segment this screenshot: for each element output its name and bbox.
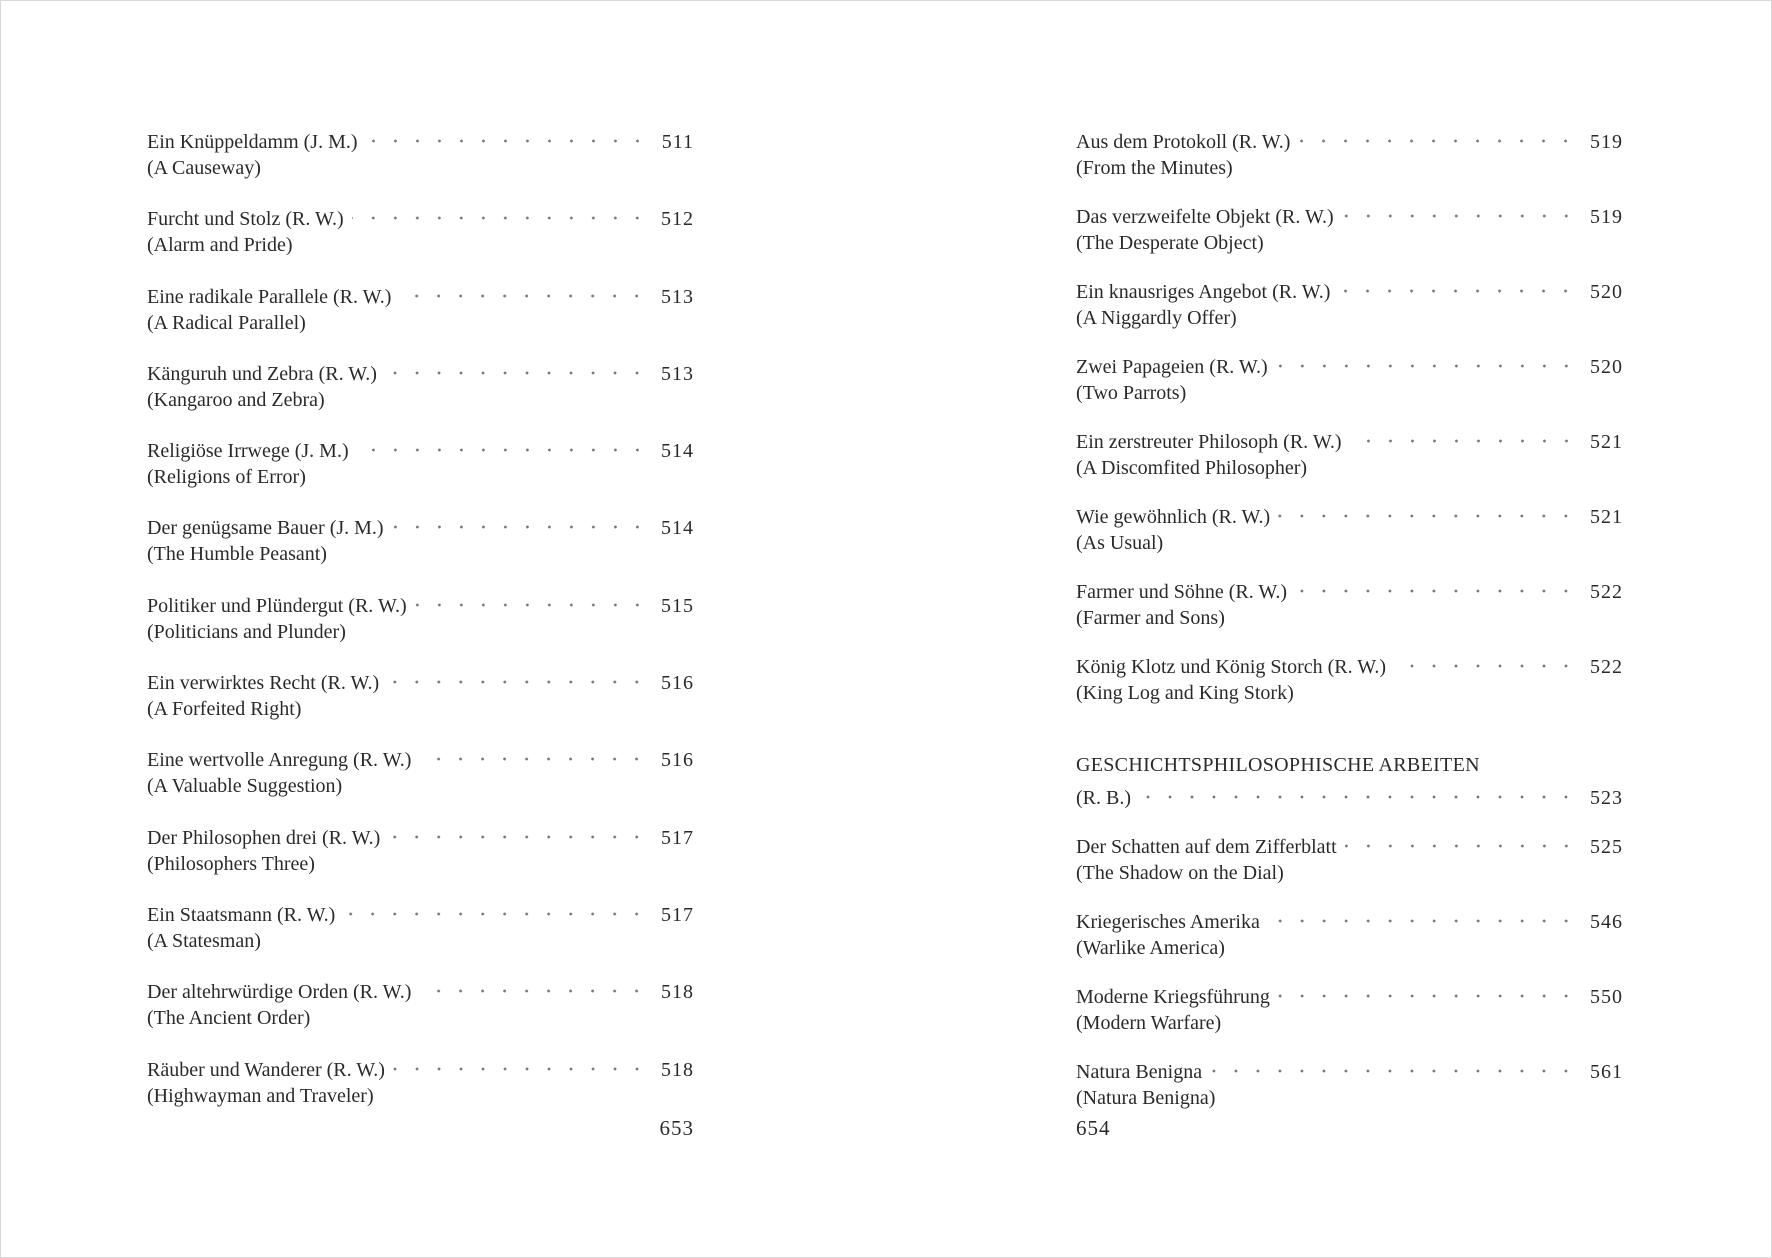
toc-entry-page-number: 521 (1590, 431, 1623, 453)
toc-entry-title: Ein Staatsmann (R. W.) (147, 903, 336, 926)
dot-leader (343, 895, 650, 921)
toc-entry-subtitle: (A Valuable Suggestion) (147, 775, 343, 798)
toc-entry-page-number: 512 (661, 208, 694, 231)
toc-entry-page-number: 517 (661, 903, 694, 926)
toc-entry-title-line (1076, 572, 1623, 605)
toc-entry-subtitle: (Warlike America) (1076, 937, 1225, 959)
toc-entry-title: Aus dem Protokoll (R. W.) (1076, 131, 1291, 153)
dot-leader (1210, 1052, 1579, 1078)
toc-entry (1076, 1052, 1623, 1127)
dot-leader (419, 740, 650, 766)
toc-entry-title-line (1076, 272, 1623, 305)
toc-entry-title: Der genügsame Bauer (J. M.) (147, 517, 384, 540)
toc-entry-title-line (147, 818, 694, 851)
toc-entry-title-line (1076, 827, 1623, 860)
toc-entry (1076, 347, 1623, 422)
toc-entry-subtitle: (Philosophers Three) (147, 852, 315, 875)
toc-entry-subtitle: (Two Parrots) (1076, 382, 1187, 404)
toc-entry-title-line (1076, 497, 1623, 530)
toc-entry-title-line (147, 431, 694, 464)
dot-leader (419, 972, 650, 998)
toc-entry-title: Der Schatten auf dem Zifferblatt (1076, 836, 1337, 858)
toc-entry (147, 354, 694, 431)
section-author: (R. B.) (1076, 787, 1131, 809)
toc-entry (1076, 572, 1623, 647)
toc-entry (147, 199, 694, 276)
toc-entry-page-number: 522 (1590, 581, 1623, 603)
toc-entry-page-number: 516 (661, 749, 694, 772)
toc-entry-page-number: 514 (661, 517, 694, 540)
left-page-toc (147, 122, 694, 1127)
toc-entry-subtitle: (Kangaroo and Zebra) (147, 388, 325, 411)
toc-entry-title: Eine radikale Parallele (R. W.) (147, 285, 392, 308)
right-page-toc (1076, 122, 1623, 1127)
toc-entry-title: Ein knausriges Angebot (R. W.) (1076, 281, 1331, 303)
dot-leader (1276, 347, 1579, 373)
toc-entry-page-number: 518 (661, 1058, 694, 1081)
toc-entry-title: Politiker und Plündergut (R. W.) (147, 594, 407, 617)
toc-entry-title-line (1076, 347, 1623, 380)
dot-leader (385, 354, 650, 380)
toc-entry-page-number: 525 (1590, 836, 1623, 858)
toc-entry-page-number: 513 (661, 362, 694, 385)
toc-entry-subtitle: (The Ancient Order) (147, 1007, 311, 1030)
dot-leader (1350, 422, 1579, 448)
toc-entry (147, 431, 694, 508)
toc-entry-subtitle: (A Causeway) (147, 157, 261, 179)
section-page-number: 523 (1590, 787, 1623, 809)
dot-leader (415, 586, 650, 612)
toc-entry (1076, 197, 1623, 272)
toc-entry-page-number: 518 (661, 981, 694, 1004)
toc-entry-title-line (147, 1050, 694, 1083)
toc-entry-subtitle: (A Discomfited Philosopher) (1076, 457, 1308, 479)
dot-leader (366, 122, 650, 148)
dot-leader (1338, 272, 1579, 298)
toc-entry-subtitle: (Natura Benigna) (1076, 1087, 1216, 1109)
toc-entry-title: Das verzweifelte Objekt (R. W.) (1076, 206, 1334, 228)
dot-leader (388, 818, 650, 844)
toc-entry-title: König Klotz und König Storch (R. W.) (1076, 656, 1386, 678)
toc-entry (147, 122, 694, 199)
toc-entry (147, 1050, 694, 1127)
dot-leader (1298, 122, 1579, 148)
toc-entry-page-number: 516 (661, 672, 694, 695)
toc-entry-subtitle: (A Niggardly Offer) (1076, 307, 1237, 329)
toc-entry-title: Ein verwirktes Recht (R. W.) (147, 672, 380, 695)
toc-entry-title-line (147, 508, 694, 541)
dot-leader (1268, 902, 1579, 928)
dot-leader (1345, 827, 1579, 853)
dot-leader (1278, 497, 1579, 523)
dot-leader (1278, 977, 1579, 1003)
dot-leader (387, 663, 650, 689)
toc-entry (147, 663, 694, 740)
toc-entry-page-number: 550 (1590, 986, 1623, 1008)
toc-entry-page-number: 519 (1590, 206, 1623, 228)
dot-leader (1295, 572, 1579, 598)
toc-entry-title-line (1076, 902, 1623, 935)
toc-entry-subtitle: (Highwayman and Traveler) (147, 1084, 374, 1107)
toc-entry-title-line (147, 354, 694, 387)
toc-entry-subtitle: (As Usual) (1076, 532, 1164, 554)
toc-entry (1076, 902, 1623, 977)
toc-entry (1076, 422, 1623, 497)
toc-entry-title: Farmer und Söhne (R. W.) (1076, 581, 1288, 603)
toc-entry (1076, 647, 1623, 722)
toc-entry-title-line (147, 199, 694, 232)
toc-entry-title-line (1076, 122, 1623, 155)
page-number-left: 653 (659, 1116, 694, 1140)
toc-entry (147, 508, 694, 585)
dot-leader (399, 277, 650, 303)
toc-entry-subtitle: (A Forfeited Right) (147, 698, 302, 721)
toc-entry-title: Kriegerisches Amerika (1076, 911, 1260, 933)
toc-entry-page-number: 520 (1590, 281, 1623, 303)
toc-entry (147, 895, 694, 972)
toc-entry-title: Religiöse Irrwege (J. M.) (147, 440, 349, 463)
toc-entry (1076, 272, 1623, 347)
toc-entry-title: Känguruh und Zebra (R. W.) (147, 362, 377, 385)
toc-entry-title: Moderne Kriegsführung (1076, 986, 1270, 1008)
dot-leader (1342, 197, 1579, 223)
toc-entry-page-number: 514 (661, 440, 694, 463)
toc-entry-subtitle: (The Humble Peasant) (147, 543, 327, 566)
toc-entry-title: Wie gewöhnlich (R. W.) (1076, 506, 1271, 528)
toc-entry-page-number: 511 (661, 131, 694, 153)
toc-entry-title-line (1076, 977, 1623, 1010)
toc-entry-page-number: 521 (1590, 506, 1623, 528)
toc-entry-subtitle: (Farmer and Sons) (1076, 607, 1225, 629)
section-heading-entry (1076, 752, 1623, 827)
toc-entry-page-number: 513 (661, 285, 694, 308)
toc-entry-title: Der Philosophen drei (R. W.) (147, 826, 381, 849)
dot-leader (352, 199, 650, 225)
toc-entry-title-line (147, 663, 694, 696)
toc-entry (1076, 977, 1623, 1052)
toc-entry (147, 586, 694, 663)
toc-entry-title-line (147, 277, 694, 310)
toc-entry-page-number: 515 (661, 594, 694, 617)
toc-entry-subtitle: (From the Minutes) (1076, 157, 1233, 179)
toc-entry (147, 818, 694, 895)
toc-entry-page-number: 519 (1590, 131, 1623, 153)
toc-entry-title-line (147, 740, 694, 773)
page-number-right: 654 (1076, 1116, 1111, 1140)
toc-entry-page-number: 517 (661, 826, 694, 849)
toc-entry-title: Ein Knüppeldamm (J. M.) (147, 131, 358, 153)
toc-entry-subtitle: (Politicians and Plunder) (147, 620, 346, 643)
toc-entry-page-number: 561 (1590, 1061, 1623, 1083)
toc-entry (147, 740, 694, 817)
toc-entry-title-line (1076, 647, 1623, 680)
toc-entry (1076, 122, 1623, 197)
section-author-line (1076, 778, 1623, 811)
toc-entry-subtitle: (Religions of Error) (147, 466, 306, 489)
toc-entry-page-number: 522 (1590, 656, 1623, 678)
toc-entry-title-line (1076, 197, 1623, 230)
toc-entry-subtitle: (A Statesman) (147, 929, 261, 952)
toc-entry-title: Furcht und Stolz (R. W.) (147, 208, 344, 231)
toc-entry (1076, 827, 1623, 902)
toc-entry-subtitle: (Alarm and Pride) (147, 234, 293, 257)
toc-entry-title: Zwei Papageien (R. W.) (1076, 356, 1268, 378)
dot-leader (1139, 778, 1579, 804)
dot-leader (357, 431, 650, 457)
toc-entry-page-number: 546 (1590, 911, 1623, 933)
toc-entry-subtitle: (The Desperate Object) (1076, 232, 1264, 254)
section-heading: GESCHICHTSPHILOSOPHISCHE ARBEITEN (1076, 754, 1480, 776)
toc-entry (147, 277, 694, 354)
dot-leader (1394, 647, 1579, 673)
toc-entry-title-line (147, 122, 694, 155)
toc-entry-title: Natura Benigna (1076, 1061, 1203, 1083)
toc-entry-title-line (1076, 1052, 1623, 1085)
dot-leader (393, 1050, 650, 1076)
dot-leader (392, 508, 650, 534)
toc-entry-page-number: 520 (1590, 356, 1623, 378)
toc-entry-subtitle: (A Radical Parallel) (147, 311, 306, 334)
toc-entry (147, 972, 694, 1049)
toc-entry-subtitle: (The Shadow on the Dial) (1076, 862, 1284, 884)
toc-entry-title: Der altehrwürdige Orden (R. W.) (147, 981, 412, 1004)
toc-entry-title-line (147, 895, 694, 928)
toc-entry-subtitle: (Modern Warfare) (1076, 1012, 1222, 1034)
toc-entry (1076, 497, 1623, 572)
toc-entry-subtitle: (King Log and King Stork) (1076, 682, 1294, 704)
toc-entry-title: Eine wertvolle Anregung (R. W.) (147, 749, 412, 772)
toc-entry-title-line (147, 586, 694, 619)
toc-entry-title: Räuber und Wanderer (R. W.) (147, 1058, 385, 1081)
toc-entry-title-line (147, 972, 694, 1005)
toc-entry-title: Ein zerstreuter Philosoph (R. W.) (1076, 431, 1342, 453)
toc-entry-title-line (1076, 422, 1623, 455)
